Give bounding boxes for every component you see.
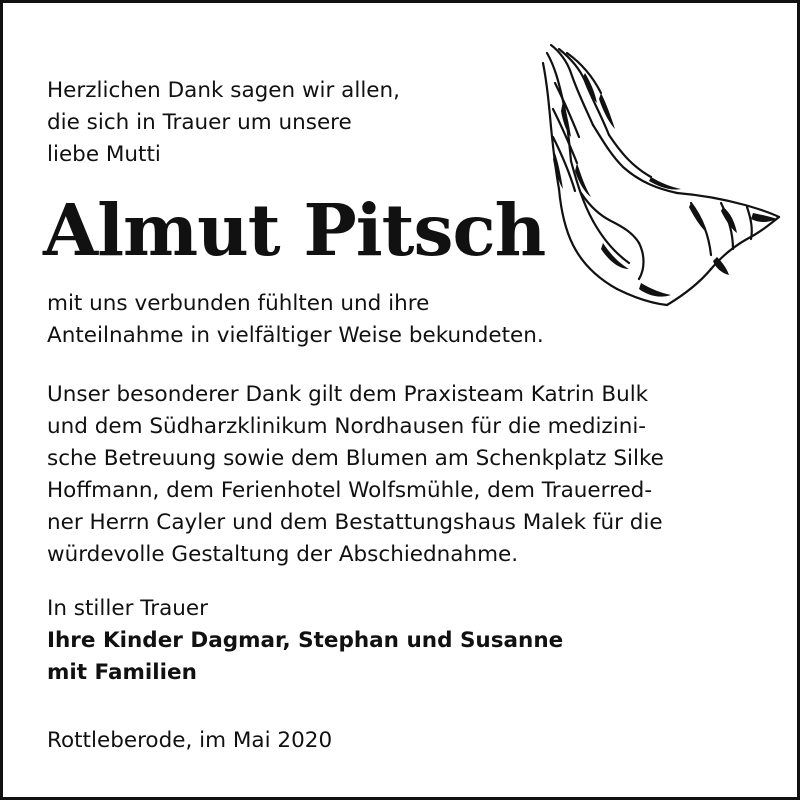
- special-thanks-paragraph: Unser besonderer Dank gilt dem Praxisteam Katrin Bulk und dem Südharzklinikum Nordhausen für die medizini- sche Betreuung sowie dem Blumen am Schenkplatz Silke Hoffmann, dem Ferienhotel Wolfsmühle, dem Trauerred- ner Herrn Cayler und dem Bestattungshaus Malek für die würdevolle Gestaltung der Abschiednahme.: [47, 382, 664, 567]
- deceased-name: Almut Pitsch: [43, 188, 546, 272]
- intro-text: Herzlichen Dank sagen wir allen, die sich in Trauer um unsere liebe Mutti: [47, 78, 400, 167]
- family-signature: Ihre Kinder Dagmar, Stephan und Susanne mit Familien: [47, 628, 564, 685]
- mourning-line: In stiller Trauer: [47, 596, 208, 621]
- praying-hands-icon: [541, 43, 783, 308]
- place-date: Rottleberode, im Mai 2020: [47, 728, 333, 753]
- thanks-paragraph: mit uns verbunden fühlten und ihre Anteilnahme in vielfältiger Weise bekundeten.: [47, 291, 544, 348]
